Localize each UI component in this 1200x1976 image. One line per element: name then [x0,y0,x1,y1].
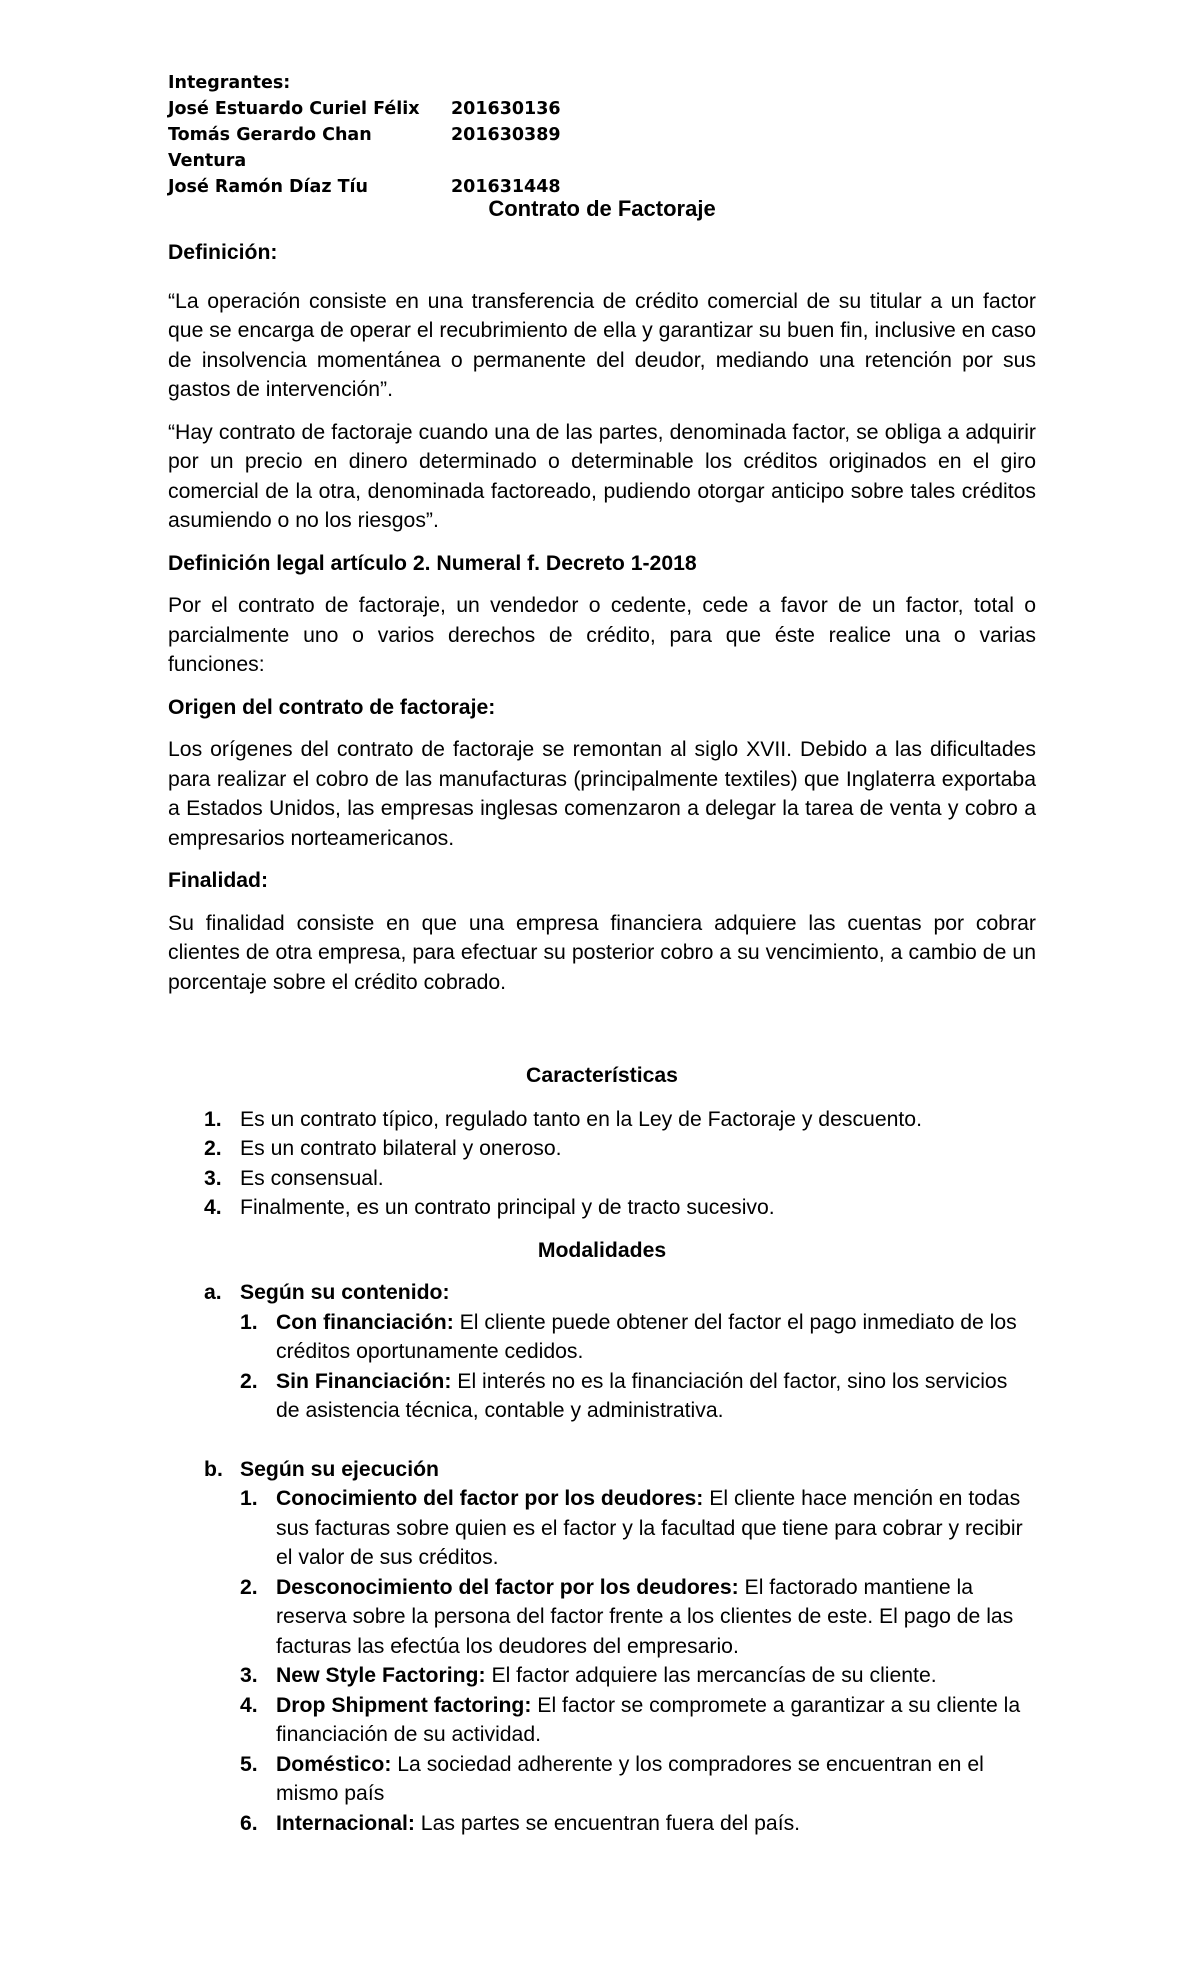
legal-paragraph: Por el contrato de factoraje, un vendedor o cedente, cede a favor de un factor, total o parcialmente uno o varios derechos de crédito, para que éste realice una o varias funciones: [168,594,1036,676]
list-item [168,1308,1036,1367]
list-number: 3. [240,1664,258,1687]
list-text: Es un contrato bilateral y oneroso. [240,1137,562,1160]
list-item [168,1367,1036,1426]
list-number: 1. [204,1107,222,1131]
list-item [168,1750,1036,1809]
list-term: Drop Shipment factoring: [276,1693,532,1717]
list-item [168,1193,1036,1223]
list-term: Con financiación: [276,1310,454,1334]
list-text [276,1573,1036,1662]
document-content [168,70,1036,1838]
legal-heading: Definición legal artículo 2. Numeral f. Decreto 1-2018 [168,551,697,575]
member-name: José Ramón Díaz Tíu [168,177,369,197]
member-name: Tomás Gerardo Chan Ventura [168,125,372,171]
list-text [276,1661,1036,1691]
list-description: El factorado mantiene la reserva sobre la persona del factor frente a los clientes de este. El pago de las facturas las efectúa los deudores del empresario. [276,1575,1014,1658]
modalidad-ejecucion [168,1455,1036,1839]
definicion-paragraph-1: “La operación consiste en una transferencia de crédito comercial de su titular a un factor que se encarga de operar el recubrimiento de ella y garantizar su buen fin, inclusive en caso de insolvencia momentánea o permanente del deudor, mediando una retención por sus gastos de intervención”. [168,289,1036,401]
contenido-list [168,1308,1036,1426]
list-number: 6. [240,1811,258,1835]
list-item [168,1484,1036,1573]
modalidad-group-title [168,1455,1036,1485]
list-item [168,1164,1036,1194]
list-text [276,1308,1036,1367]
member-row [168,122,1036,174]
list-number: 2. [204,1137,222,1160]
document-title: Contrato de Factoraje [488,196,716,221]
caracteristicas-heading: Características [526,1064,678,1087]
member-row [168,96,1036,122]
list-description: Las partes se encuentran fuera del país. [414,1811,801,1835]
list-item [168,1661,1036,1691]
origen-heading: Origen del contrato de factoraje: [168,695,496,719]
list-text [276,1809,1036,1839]
list-description: El cliente hace mención en todas sus facturas sobre quien es el factor y la facultad que tiene para cobrar y recibir el valor de sus créditos. [276,1487,1023,1569]
member-id: 201630136 [451,99,561,119]
list-text [276,1750,1036,1809]
list-text: Es un contrato típico, regulado tanto en la Ley de Factoraje y descuento. [240,1107,922,1131]
list-term: Desconocimiento del factor por los deudores: [276,1575,739,1599]
finalidad-heading: Finalidad: [168,869,269,892]
list-number: 1. [240,1310,258,1334]
list-number: 2. [240,1369,258,1393]
list-description: La sociedad adherente y los compradores se encuentran en el mismo país [276,1752,984,1805]
ejecucion-list [168,1484,1036,1838]
list-item [168,1105,1036,1135]
list-term: Sin Financiación: [276,1369,452,1393]
list-number: 3. [204,1166,222,1190]
group-marker: a. [204,1281,222,1304]
list-item [168,1134,1036,1164]
list-term: Doméstico: [276,1752,392,1776]
list-term: New Style Factoring: [276,1664,486,1687]
modalidad-contenido [168,1278,1036,1426]
list-term: Internacional: [276,1811,415,1835]
modalidad-group-title [168,1278,1036,1308]
modalidades-heading: Modalidades [537,1238,667,1262]
member-name: José Estuardo Curiel Félix [168,99,420,119]
members-label: Integrantes: [168,73,291,93]
group-marker: b. [204,1457,223,1481]
list-item [168,1573,1036,1662]
list-description: El factor se compromete a garantizar a su cliente la financiación de su actividad. [276,1693,1021,1746]
list-description: El interés no es la financiación del factor, sino los servicios de asistencia técnica, contable y administrativa. [276,1369,1008,1422]
member-id: 201630389 [451,125,561,145]
list-text: Finalmente, es un contrato principal y de tracto sucesivo. [240,1196,775,1219]
origen-paragraph: Los orígenes del contrato de factoraje se remontan al siglo XVII. Debido a las dificultades para realizar el cobro de las manufacturas (principalmente textiles) que Inglaterra exportaba a Estados Unidos, las empresas inglesas comenzaron a delegar la tarea de venta y cobro a empresarios norteamericanos. [168,738,1036,850]
list-number: 4. [204,1196,222,1219]
list-item [168,1691,1036,1750]
list-number: 4. [240,1693,258,1717]
list-item [168,1809,1036,1839]
members-block [168,70,1036,200]
list-description: El cliente puede obtener del factor el pago inmediato de los créditos oportunamente cedidos. [276,1310,1017,1363]
member-id: 201631448 [451,177,561,197]
caracteristicas-list [168,1105,1036,1223]
list-text [276,1691,1036,1750]
list-text: Es consensual. [240,1166,384,1190]
list-term: Conocimiento del factor por los deudores: [276,1487,704,1510]
list-description: El factor adquiere las mercancías de su cliente. [485,1664,937,1687]
group-title: Según su ejecución [240,1457,439,1481]
group-title: Según su contenido: [240,1281,450,1304]
definicion-heading: Definición: [168,241,278,264]
list-text [276,1367,1036,1426]
finalidad-paragraph: Su finalidad consiste en que una empresa financiera adquiere las cuentas por cobrar clientes de otra empresa, para efectuar su posterior cobro a su vencimiento, a cambio de un porcentaje sobre el crédito cobrado. [168,911,1036,994]
list-text [276,1484,1036,1573]
definicion-paragraph-2: “Hay contrato de factoraje cuando una de las partes, denominada factor, se obliga a adquirir por un precio en dinero determinado o determinable los créditos originados en el giro comercial de la otra, denominada factoreado, pudiendo otorgar anticipo sobre tales créditos asumiendo o no los riesgos”. [168,420,1036,532]
list-number: 1. [240,1487,258,1510]
list-number: 5. [240,1752,258,1776]
list-number: 2. [240,1575,258,1599]
